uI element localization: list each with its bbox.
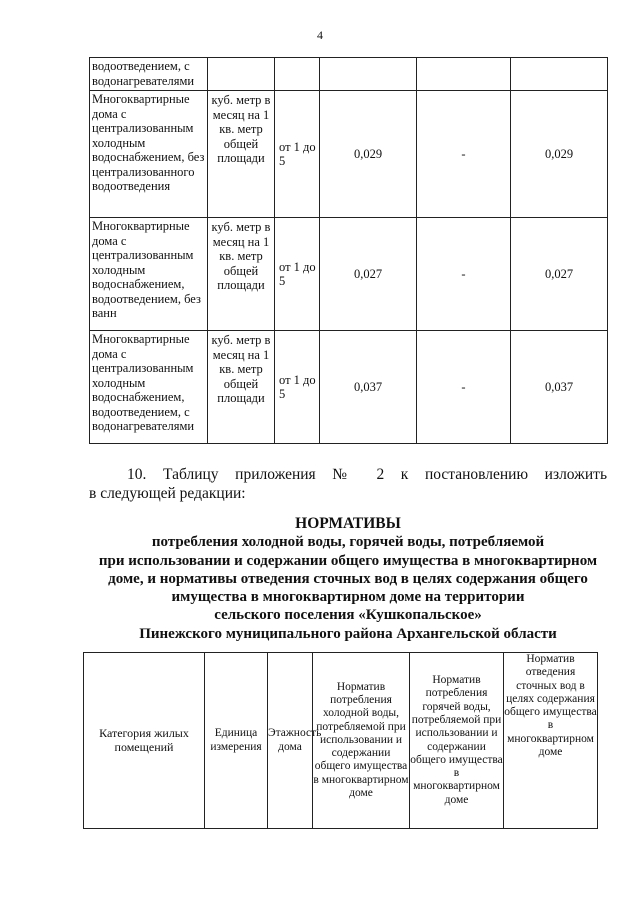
floors-cell	[275, 58, 320, 91]
header-hot-water: Норматив потребления горячей воды, потребляемой при использовании и содержании общего имущества в многоквартирном доме	[410, 653, 504, 829]
drainage-cell: 0,029	[511, 91, 608, 218]
cold-water-cell: 0,027	[320, 218, 417, 331]
paragraph-text: Таблицу приложения № 2 к постановлению изложить	[163, 466, 608, 483]
drainage-cell: 0,027	[511, 218, 608, 331]
norms-heading	[89, 515, 607, 643]
heading-line: имущества в многоквартирном доме на территории	[171, 589, 525, 606]
header-floors: Этажность дома	[268, 653, 313, 829]
heading-line: доме, и нормативы отведения сточных вод в целях содержания общего	[108, 570, 588, 587]
unit-cell: куб. метр в месяц на 1 кв. метр общей площади	[208, 331, 275, 444]
header-category: Категория жилых помещений	[84, 653, 205, 829]
page-number: 4	[317, 28, 323, 42]
drainage-cell: 0,037	[511, 331, 608, 444]
paragraph-line-2: в следующей редакции:	[89, 485, 246, 502]
paragraph-number: 10.	[127, 466, 147, 483]
category-cell: Многоквартирные дома с централизованным холодным водоснабжением, без централизованного водоотведения	[90, 91, 208, 218]
heading-line: сельского поселения «Кушкопальское»	[214, 607, 482, 624]
drainage-cell	[511, 58, 608, 91]
floors-cell: от 1 до 5	[275, 331, 320, 444]
table-row	[90, 331, 608, 444]
heading-line: потребления холодной воды, горячей воды, потребляемой	[151, 534, 545, 551]
cold-water-cell: 0,037	[320, 331, 417, 444]
hot-water-cell: -	[417, 331, 511, 444]
heading-title: НОРМАТИВЫ	[295, 515, 401, 532]
heading-line: при использовании и содержании общего имущества в многоквартирном	[98, 552, 598, 569]
header-cold-water: Норматив потребления холодной воды, потребляемой при использовании и содержании общего имущества в многоквартирном доме	[313, 653, 410, 829]
table-row	[90, 91, 608, 218]
paragraph-line-1	[89, 465, 607, 484]
hot-water-cell: -	[417, 218, 511, 331]
unit-cell: куб. метр в месяц на 1 кв. метр общей площади	[208, 218, 275, 331]
header-drainage: Норматив отведения сточных вод в целях содержания общего имущества в многоквартирном доме	[504, 653, 598, 829]
unit-cell	[208, 58, 275, 91]
unit-cell: куб. метр в месяц на 1 кв. метр общей площади	[208, 91, 275, 218]
hot-water-cell	[417, 58, 511, 91]
category-cell: Многоквартирные дома с централизованным холодным водоснабжением, водоотведением, без ванн	[90, 218, 208, 331]
cold-water-cell: 0,029	[320, 91, 417, 218]
table-row	[90, 58, 608, 91]
water-norms-table	[83, 652, 598, 829]
floors-cell: от 1 до 5	[275, 91, 320, 218]
category-cell: водоотведением, с водонагревателями	[90, 58, 208, 91]
cold-water-cell	[320, 58, 417, 91]
table-row	[90, 218, 608, 331]
header-unit: Единица измерения	[205, 653, 268, 829]
water-norms-table-continued	[89, 57, 608, 444]
table-header-row	[84, 653, 598, 829]
floors-cell: от 1 до 5	[275, 218, 320, 331]
hot-water-cell: -	[417, 91, 511, 218]
heading-line: Пинежского муниципального района Архангельской области	[139, 625, 557, 642]
category-cell: Многоквартирные дома с централизованным холодным водоснабжением, водоотведением, с водонагревателями	[90, 331, 208, 444]
paragraph-10	[89, 465, 607, 503]
